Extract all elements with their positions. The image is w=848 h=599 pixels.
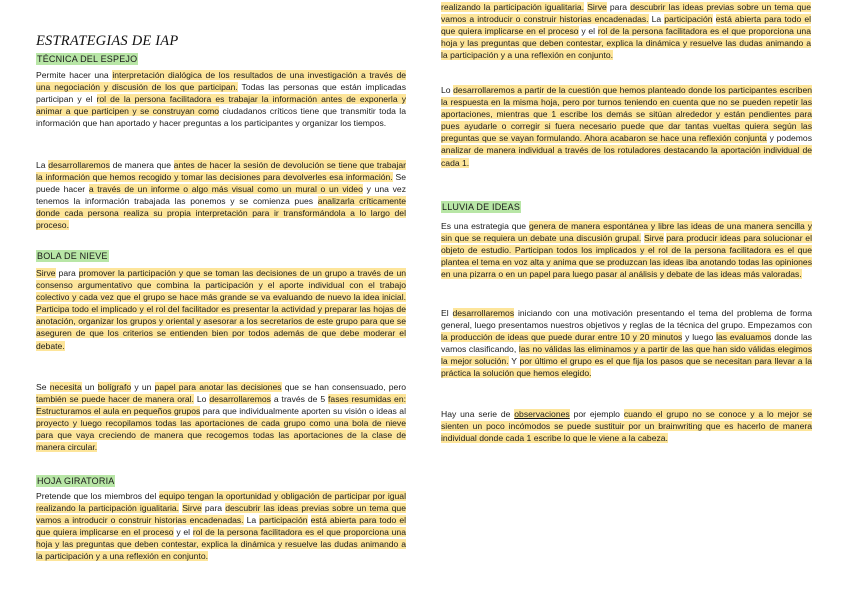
hoja-paragraph-1-left-part — [36, 490, 406, 560]
paragraph-text: un — [81, 382, 98, 392]
highlighted-text: descubrir las ideas previas sobre un tema que vamos a introducir o construir historias encadenadas. — [441, 2, 811, 25]
highlighted-text: bolígrafo — [97, 382, 132, 392]
highlighted-text: rol de la persona facilitadora es trabajar la información antes de exponerla y animar a que participen y se construyan como — [36, 94, 406, 117]
highlighted-text: analizarla críticamente donde cada persona realiza su propia interpretación para ir transformándola a lo largo del proceso. — [36, 196, 406, 231]
paragraph-text: y una vez tenemos la información trabajada las ponemos y se comienza pues — [36, 184, 407, 207]
heading-bola-nieve: BOLA DE NIEVE — [37, 251, 108, 261]
lluvia-paragraph-2 — [441, 307, 812, 380]
hoja-paragraph-2 — [441, 84, 812, 169]
paragraph-text: Permite hacer una — [36, 70, 113, 80]
highlighted-text: desarrollaremos — [48, 160, 110, 170]
paragraph-text: Es una estrategia que — [441, 221, 529, 231]
highlighted-text: analizar de manera individual a través de los rotuladores destacando la aportación individual de cada 1. — [441, 145, 812, 168]
lluvia-paragraph-3 — [441, 408, 812, 444]
paragraph-text: y un — [131, 382, 155, 392]
bola-paragraph-2 — [36, 381, 406, 454]
paragraph-text: a través de 5 — [270, 394, 329, 405]
highlighted-text: desarrollaremos — [453, 85, 515, 95]
paragraph-text: La — [243, 515, 260, 526]
paragraph-text: donde las vamos clasificando, — [441, 332, 812, 355]
highlighted-text: participación — [259, 515, 308, 526]
highlighted-text: realizando la participación igualitaria. — [441, 0, 811, 12]
bola-paragraph-1 — [36, 267, 406, 352]
highlighted-text: por último el grupo es el que fija los pasos que se necesitan para llevar a la práctica la solución que hemos elegido. — [441, 356, 812, 379]
paragraph-text: Lo — [441, 85, 454, 95]
highlighted-text: desarrollaremos — [209, 394, 271, 405]
highlighted-text: la producción de ideas que puede durar entre 10 y 20 minutos — [441, 332, 683, 343]
highlighted-text: antes de hacer la sesión de devolución se tiene que trabajar la información que hemos recogido y tomar las decisiones para devolverles esa información. — [36, 160, 406, 183]
lluvia-paragraph-1 — [441, 220, 812, 280]
paragraph-text: para — [55, 268, 79, 278]
highlighted-text: interpretación dialógica de los resultados de una investigación a través de una negociación y discusión de los que participan. — [36, 70, 407, 93]
highlighted-text: rol de la persona facilitadora es el que proporciona una hoja y las preguntas que deben contestar, explica la dinámica y resuelve las dudas animando a la participación y a una reflexión en conjunto. — [441, 26, 811, 61]
document-title: ESTRATEGIAS DE IAP — [36, 33, 179, 49]
highlighted-text: Sirve — [36, 268, 56, 278]
highlighted-text: las evaluamos — [716, 332, 772, 343]
highlighted-text: promover la participación y que se toman las decisiones de un grupo a través de un consenso argumentativo que combina la participación y el aporte individual con el trabajo colectivo y cada vez que el grupo se hace más grande se va evaluando de nuevo la idea inicial. — [36, 268, 406, 303]
highlighted-text: participación — [664, 14, 713, 25]
highlighted-text: Participa — [36, 304, 70, 315]
paragraph-text: y el — [578, 26, 598, 37]
paragraph-text: que se han consensuado, pero — [281, 382, 406, 392]
paragraph-text: y luego — [682, 332, 717, 343]
hoja-paragraph-1 — [36, 490, 406, 563]
highlighted-text: todo el implicado y el rol del facilitador es presentar la actividad y preparar las hojas de anotación, organizar los grupos y oriental y asesorar a los secretarios de este grupo para que se aseguren de que los criterios se entienden bien por todos además de que debe moderar el debate. — [36, 304, 406, 351]
highlighted-text: a través de un informe o algo más visual como un mural o un video — [88, 184, 363, 195]
paragraph-text: y podemos — [766, 133, 812, 144]
highlighted-text: observaciones — [514, 409, 570, 419]
paragraph-text: iniciando con una motivación presentando el tema del problema de forma general, luego presentamos nuestros objetivos y reglas de la técnica del grupo. Empezamos con — [441, 308, 813, 331]
paragraph-text: Se puede hacer — [36, 172, 407, 195]
highlighted-text: genera de manera espontánea y libre las ideas de una manera sencilla y sin que se requiera un debate una discusión grupal. — [441, 221, 812, 244]
heading-lluvia-ideas: LLUVIA DE IDEAS — [442, 202, 521, 212]
espejo-paragraph-1 — [36, 69, 406, 129]
paragraph-text: ciudadanos críticos tiene que transmitir toda la información que han aportado y hacer preguntas a los participantes y organizar los tiempos. — [36, 106, 406, 129]
highlighted-text: a partir de la cuestión que hemos planteado donde los participantes escriben la respuesta en la misma hoja, pero por turnos teniendo en cuenta que no se pueden repetir las aportaciones, mientras que 1 escribe los demás se sitúan alrededor y están pendientes para pues ayudarle o corregir si fuera necesario puede que dar tantas vueltas quiera según las preguntas que se vayan formulando. Ahora acabaron se hace una reflexión conjunta — [441, 85, 812, 144]
paragraph-text: Todas las personas que están implicadas participan y el — [36, 82, 407, 105]
highlighted-text: para producir ideas para solucionar el objeto de estudio. Participan todos los implicados y el rol de la persona facilitadora es el que plantea el tema en voz alta y anima que se produzcan las ideas iba anotando todas las opiniones en una pizarra o en un papel para luego pasar al análisis y debate de las ideas más valoradas. — [441, 233, 812, 280]
paragraph-text: para que individualmente aporten su visión o ideas al — [200, 406, 406, 417]
paragraph-text: por ejemplo — [569, 409, 624, 419]
highlighted-text: proyecto y luego recopilamos todas las aportaciones de cada grupo como una bola de nieve para que vaya creciendo de manera que recogemos todas las aportaciones de la clase de manera circular. — [36, 418, 406, 453]
highlighted-text: equipo tengan la oportunidad y obligación de participar por igual realizando la participación igualitaria. — [36, 491, 406, 514]
highlighted-text: Sirve — [587, 2, 607, 13]
paragraph-text: y el — [173, 527, 193, 538]
highlighted-text: las no válidas las eliminamos y a partir de las que han sido válidas elegimos la mejor solución. — [441, 344, 812, 367]
paragraph-text: La — [36, 160, 49, 170]
highlighted-text: desarrollaremos — [452, 308, 515, 318]
highlighted-text: fases resumidas en: Estructuramos el aula en pequeños grupos — [36, 394, 406, 417]
highlighted-text: está abierta para todo el que quiera implicarse en el proceso — [441, 14, 812, 37]
paragraph-text: Y — [508, 356, 520, 367]
highlighted-text: Sirve — [182, 503, 202, 514]
espejo-paragraph-2 — [36, 159, 406, 232]
highlighted-text: también se puede hacer de manera oral. — [36, 394, 194, 405]
paragraph-text: Hay una serie de — [441, 409, 515, 419]
highlighted-text: cuando el grupo no se conoce y a lo mejor se sienten un poco incómodos se puede sustituir por un brainwriting que es hacerlo de manera individual donde cada 1 escribe lo que le viene a la cabeza. — [441, 409, 812, 444]
highlighted-text: descubrir las ideas previas sobre un tema que vamos a introducir o construir historias encadenadas. — [36, 503, 406, 526]
paragraph-text: de manera que — [109, 160, 174, 170]
highlighted-text: necesita — [49, 382, 82, 392]
paragraph-text: Pretende que los miembros del — [36, 491, 159, 501]
paragraph-text: Lo — [193, 394, 210, 405]
paragraph-text: para — [606, 2, 631, 13]
paragraph-text: El — [441, 308, 453, 318]
hoja-paragraph-1-continued — [441, 0, 811, 62]
heading-hoja-giratoria: HOJA GIRATORIA — [37, 476, 115, 486]
paragraph-text: Se — [36, 382, 50, 392]
heading-tecnica-espejo: TÉCNICA DEL ESPEJO — [37, 54, 138, 64]
paragraph-text: La — [648, 14, 665, 25]
highlighted-text: papel para anotar las decisiones — [154, 382, 282, 392]
paragraph-text: para — [201, 503, 226, 514]
highlighted-text: está abierta para todo el que quiera implicarse en el proceso — [36, 515, 407, 538]
highlighted-text: Sirve — [644, 233, 664, 244]
hoja-paragraph-1-right-part — [441, 2, 812, 75]
highlighted-text: rol de la persona facilitadora es el que proporciona una hoja y las preguntas que deben contestar, explica la dinámica y resuelve las dudas animando a la participación y a una reflexión en conjunto. — [36, 527, 406, 562]
